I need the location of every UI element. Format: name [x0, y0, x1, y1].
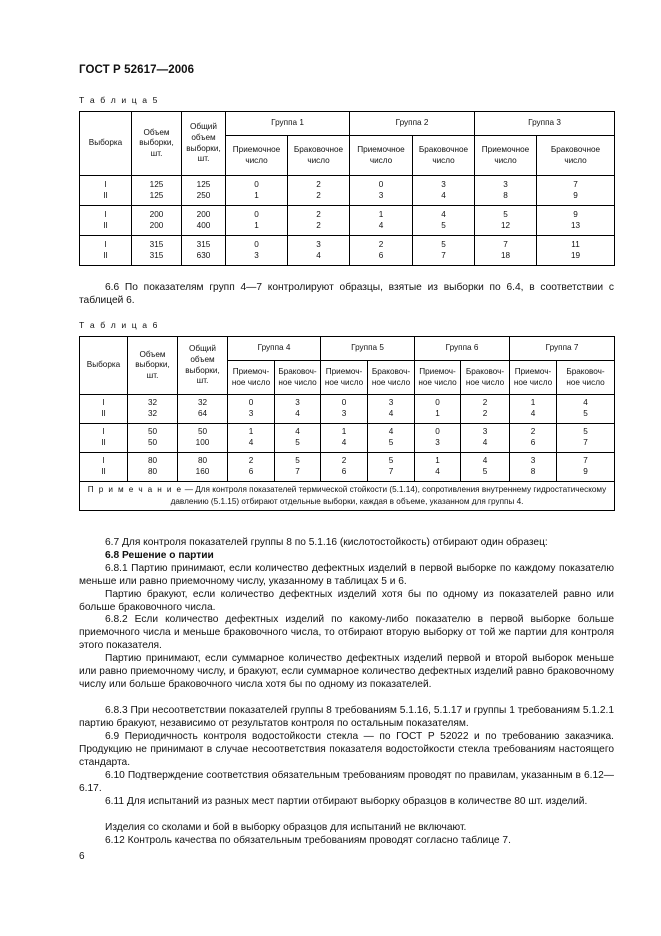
table-cell [413, 236, 475, 266]
cell-value: 0 [254, 179, 259, 189]
table-cell [128, 395, 178, 424]
table6-caption: Т а б л и ц а 6 [79, 320, 159, 330]
table-cell [415, 453, 461, 482]
table-cell [80, 206, 132, 236]
cell-value: 12 [500, 220, 511, 230]
cell-value: 7 [503, 239, 508, 249]
cell-value: 7 [583, 456, 588, 466]
cell-value: 5 [388, 456, 394, 466]
cell-value: I [104, 179, 107, 189]
table-cell [288, 236, 350, 266]
cell-value: 80 [147, 456, 158, 466]
cell-value: 1 [435, 456, 440, 466]
table-cell [415, 395, 461, 424]
cell-value: 3 [388, 398, 394, 408]
cell-value: 5 [583, 427, 588, 437]
table-cell [557, 395, 615, 424]
cell-value: 100 [195, 438, 210, 447]
cell-value: I [102, 398, 105, 408]
table-cell [510, 453, 557, 482]
cell-value: 2 [530, 427, 536, 437]
cell-value: 2 [316, 209, 321, 219]
table-cell [226, 236, 288, 266]
cell-value: 315 [149, 239, 164, 249]
paragraph: Изделия со сколами и бой в выборку образцов для испытаний не включают. [105, 822, 467, 833]
cell-value: I [102, 427, 105, 437]
cell-value: 5 [583, 409, 588, 418]
table-row [80, 236, 615, 266]
page-number: 6 [79, 851, 85, 862]
cell-value: 1 [378, 209, 384, 219]
table6-head-group-5: Группа 5 [321, 337, 415, 361]
cell-value: 2 [316, 190, 321, 200]
table-cell [368, 424, 415, 453]
table-cell [275, 424, 321, 453]
table-cell [182, 176, 226, 206]
cell-value: 2 [248, 456, 254, 466]
table6-head-group-7: Группа 7 [510, 337, 615, 361]
table6-note [80, 482, 615, 511]
table-row [80, 453, 615, 482]
cell-value: 13 [570, 220, 581, 230]
cell-value: II [103, 220, 108, 230]
cell-value: 9 [583, 467, 588, 476]
paragraph: 6.11 Для испытаний из разных мест партии отбирают выборку образцов в количестве 80 шт. изделий. [105, 796, 588, 807]
cell-value: 80 [197, 456, 208, 466]
table5-head-volume: Объем выборки, шт. [132, 112, 182, 176]
table-cell [350, 176, 413, 206]
table5-head-group-2: Группа 2 [350, 112, 475, 136]
paragraph: 6.8.1 Партию принимают, если количество дефектных изделий в первой выборке по каждому показателю меньше или равно приемочному числу, указанному в таблицах 5 и 6. [79, 563, 614, 588]
cell-value: 4 [388, 409, 394, 418]
cell-value: 8 [503, 190, 508, 200]
table-subhead-accept: Приемоч- ное число [510, 361, 557, 395]
cell-value: 1 [254, 190, 259, 200]
cell-value: 7 [441, 250, 446, 260]
table6-note-label: П р и м е ч а н и е [87, 485, 183, 494]
table-cell [461, 424, 510, 453]
paragraph: Партию бракуют, если количество дефектных изделий хотя бы по одному из показателей равно или больше браковочного числа. [79, 589, 614, 614]
cell-value: 5 [295, 438, 300, 447]
cell-value: 3 [248, 409, 254, 418]
paragraph: 6.8.3 При несоответствии показателей группы 8 требованиям 5.1.16, 5.1.17 и группы 1 требованиям 5.1.2.1 партию бракуют, независимо от результатов контроля по остальным показателям. [79, 705, 614, 730]
table-cell [475, 176, 537, 206]
table-cell [557, 453, 615, 482]
table-subhead-accept: Приемоч- ное число [228, 361, 275, 395]
cell-value: 0 [435, 427, 440, 437]
table-cell [461, 453, 510, 482]
table6-head-group-4: Группа 4 [228, 337, 321, 361]
table-subhead-reject: Браковоч- ное число [461, 361, 510, 395]
table-subhead-reject: Браковочное число [288, 136, 350, 176]
table-cell [368, 453, 415, 482]
table-cell [413, 176, 475, 206]
cell-value: 80 [147, 467, 158, 476]
table-row [80, 395, 615, 424]
cell-value: 50 [147, 427, 158, 437]
cell-value: 3 [441, 179, 446, 189]
cell-value: 0 [435, 398, 440, 408]
cell-value: 4 [388, 427, 394, 437]
table-cell [275, 453, 321, 482]
table-cell [288, 176, 350, 206]
cell-value: 19 [570, 250, 581, 260]
table-cell [475, 206, 537, 236]
cell-value: 4 [482, 438, 488, 447]
cell-value: 4 [378, 220, 384, 230]
table-row [80, 176, 615, 206]
cell-value: 6 [248, 467, 254, 476]
cell-value: 5 [441, 220, 446, 230]
cell-value: 4 [441, 209, 446, 219]
cell-value: 0 [254, 209, 259, 219]
table-cell [132, 176, 182, 206]
table6-head-volume: Объем выборки, шт. [128, 337, 178, 395]
table-cell [537, 206, 615, 236]
cell-value: 32 [147, 398, 158, 408]
table-subhead-reject: Браковоч- ное число [368, 361, 415, 395]
cell-value: I [104, 209, 107, 219]
cell-value: 3 [378, 190, 384, 200]
cell-value: 11 [571, 239, 580, 249]
cell-value: 2 [378, 239, 384, 249]
cell-value: 4 [530, 409, 536, 418]
cell-value: 1 [435, 409, 440, 418]
cell-value: 4 [482, 456, 488, 466]
table-cell [350, 206, 413, 236]
table-cell [178, 395, 228, 424]
table5-head-group-3: Группа 3 [475, 112, 615, 136]
cell-value: 6 [530, 438, 536, 447]
table-cell [475, 236, 537, 266]
table-cell [182, 236, 226, 266]
cell-value: II [101, 409, 106, 418]
cell-value: 125 [149, 190, 164, 200]
table6-head-total: Общий объем выборки, шт. [178, 337, 228, 395]
cell-value: 32 [197, 398, 208, 408]
cell-value: II [103, 190, 108, 200]
cell-value: 1 [341, 427, 347, 437]
cell-value: 250 [196, 190, 211, 200]
cell-value: 64 [197, 409, 208, 418]
table-cell [413, 206, 475, 236]
table-cell [80, 424, 128, 453]
cell-value: 4 [316, 250, 321, 260]
table-row [80, 424, 615, 453]
paragraph: 6.9 Периодичность контроля водостойкости стекла — по ГОСТ Р 52022 и по требованию заказчика. Продукцию не принимают в случае несоответствия показателя водостойкости стекла требованиям настоящего стандарта. [79, 731, 614, 769]
cell-value: 5 [503, 209, 508, 219]
cell-value: 3 [295, 398, 300, 408]
cell-value: 400 [196, 220, 211, 230]
table-cell [132, 236, 182, 266]
cell-value: 125 [149, 179, 164, 189]
table5 [79, 111, 615, 266]
table-cell [510, 395, 557, 424]
cell-value: 4 [435, 467, 440, 476]
table6-head-group-6: Группа 6 [415, 337, 510, 361]
table-cell [461, 395, 510, 424]
cell-value: 9 [573, 190, 578, 200]
table-cell [368, 395, 415, 424]
cell-value: 4 [295, 427, 300, 437]
cell-value: 5 [295, 456, 300, 466]
cell-value: 125 [196, 179, 211, 189]
table-cell [226, 206, 288, 236]
cell-value: 9 [573, 209, 578, 219]
cell-value: 315 [196, 239, 211, 249]
cell-value: 3 [316, 239, 321, 249]
table-subhead-accept: Приемоч- ное число [415, 361, 461, 395]
cell-value: 3 [482, 427, 488, 437]
table-subhead-reject: Браковоч- ное число [275, 361, 321, 395]
cell-value: 6 [341, 467, 347, 476]
cell-value: 7 [388, 467, 394, 476]
table-cell [510, 424, 557, 453]
cell-value: 6 [378, 250, 384, 260]
table-cell [321, 424, 368, 453]
cell-value: 200 [149, 220, 164, 230]
cell-value: 8 [530, 467, 536, 476]
cell-value: 3 [341, 409, 347, 418]
table-subhead-reject: Браковочное число [537, 136, 615, 176]
cell-value: 200 [149, 209, 164, 219]
cell-value: 1 [254, 220, 259, 230]
table-cell [321, 395, 368, 424]
cell-value: 2 [482, 398, 488, 408]
cell-value: 5 [441, 239, 446, 249]
table5-head-total: Общий объем выборки, шт. [182, 112, 226, 176]
cell-value: II [103, 250, 108, 260]
table5-head-sample: Выборка [80, 112, 132, 176]
cell-value: 18 [500, 250, 511, 260]
cell-value: II [101, 438, 106, 447]
cell-value: 0 [254, 239, 259, 249]
cell-value: 1 [530, 398, 536, 408]
cell-value: 4 [341, 438, 347, 447]
cell-value: 32 [147, 409, 158, 418]
paragraph-6-6: 6.6 По показателям групп 4—7 контролируют образцы, взятые из выборки по 6.4, в соответствии с таблицей 6. [79, 282, 614, 307]
table-cell [350, 236, 413, 266]
table-cell [226, 176, 288, 206]
table-subhead-accept: Приемочное число [475, 136, 537, 176]
table-cell [178, 453, 228, 482]
cell-value: I [102, 456, 105, 466]
cell-value: 0 [248, 398, 254, 408]
cell-value: 2 [341, 456, 347, 466]
cell-value: 1 [248, 427, 254, 437]
table-cell [275, 395, 321, 424]
cell-value: 315 [149, 250, 164, 260]
cell-value: 7 [573, 179, 578, 189]
table6 [79, 336, 615, 511]
paragraph: 6.7 Для контроля показателей группы 8 по 5.1.16 (кислотостойкость) отбирают один образец: [105, 537, 548, 548]
table-row [80, 206, 615, 236]
table-subhead-reject: Браковоч- ное число [557, 361, 615, 395]
cell-value: 3 [254, 250, 259, 260]
table-cell [321, 453, 368, 482]
cell-value: 2 [316, 179, 321, 189]
cell-value: 5 [388, 438, 394, 447]
cell-value: 50 [197, 427, 208, 437]
table6-head-sample: Выборка [80, 337, 128, 395]
paragraph: Партию принимают, если суммарное количество дефектных изделий первой и второй выборок меньше или равно приемочному числу, и бракуют, если суммарное количество дефектных изделий равно браковочному числу или больше браковочного числа хотя бы по одному из показателей. [79, 653, 614, 691]
table-subhead-accept: Приемочное число [350, 136, 413, 176]
cell-value: 3 [503, 179, 508, 189]
cell-value: 160 [195, 467, 210, 476]
cell-value: 2 [482, 409, 488, 418]
cell-value: 200 [196, 209, 211, 219]
table-subhead-accept: Приемочное число [226, 136, 288, 176]
cell-value: 4 [441, 190, 446, 200]
table-subhead-accept: Приемоч- ное число [321, 361, 368, 395]
cell-value: 5 [482, 467, 488, 476]
document-header: ГОСТ Р 52617—2006 [79, 64, 195, 76]
table-cell [80, 395, 128, 424]
table5-caption: Т а б л и ц а 5 [79, 95, 159, 105]
table-cell [537, 236, 615, 266]
paragraph: 6.10 Подтверждение соответствия обязательным требованиям проводят по правилам, указанным в 6.12—6.17. [79, 770, 614, 795]
cell-value: 7 [583, 438, 588, 447]
table5-head-group-1: Группа 1 [226, 112, 350, 136]
cell-value: 50 [147, 438, 158, 447]
paragraph: 6.8 Решение о партии [105, 550, 214, 561]
table-cell [178, 424, 228, 453]
table-cell [228, 395, 275, 424]
table6-note-text: — Для контроля показателей термической стойкости (5.1.14), сопротивления внутреннему гидростатическому давлению (5.1.15) отбирают отдельные выборки, каждая в объеме, указанном для группы 4. [170, 485, 607, 506]
cell-value: 4 [295, 409, 300, 418]
table-cell [80, 236, 132, 266]
cell-value: 4 [583, 398, 588, 408]
table-cell [557, 424, 615, 453]
cell-value: 7 [295, 467, 300, 476]
cell-value: 3 [435, 438, 440, 447]
cell-value: 0 [378, 179, 384, 189]
cell-value: 0 [341, 398, 347, 408]
cell-value: I [104, 239, 107, 249]
cell-value: II [101, 467, 106, 476]
table-cell [80, 453, 128, 482]
table-cell [128, 424, 178, 453]
paragraph: 6.8.2 Если количество дефектных изделий по какому-либо показателю в первой выборке больше приемочного числа и меньше браковочного числа, то отбирают вторую выборку от той же партии для контроля этого показателя. [79, 614, 614, 652]
cell-value: 4 [248, 438, 254, 447]
table-cell [288, 206, 350, 236]
paragraph: 6.12 Контроль качества по обязательным требованиям проводят согласно таблице 7. [105, 835, 511, 846]
cell-value: 3 [530, 456, 536, 466]
table-cell [415, 424, 461, 453]
cell-value: 630 [196, 250, 211, 260]
table-cell [128, 453, 178, 482]
table-cell [537, 176, 615, 206]
table-cell [80, 176, 132, 206]
table-cell [228, 424, 275, 453]
table-cell [132, 206, 182, 236]
table-cell [228, 453, 275, 482]
table-subhead-reject: Браковочное число [413, 136, 475, 176]
table-cell [182, 206, 226, 236]
cell-value: 2 [316, 220, 321, 230]
